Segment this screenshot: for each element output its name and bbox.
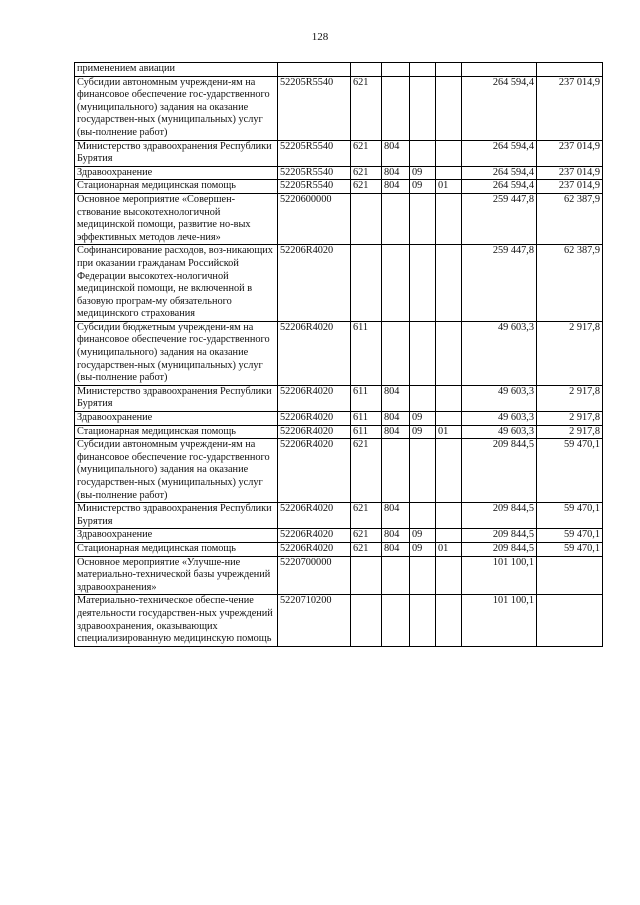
- administrator-cell: 804: [382, 425, 410, 439]
- expense-type-cell: 611: [351, 385, 382, 411]
- amount-year2-cell: 59 470,1: [537, 439, 603, 503]
- section-cell: [410, 439, 436, 503]
- table-row: [75, 166, 603, 180]
- administrator-cell: [382, 245, 410, 322]
- amount-year1-cell: [462, 63, 537, 77]
- row-name-cell: Стационарная медицинская помощь: [75, 542, 278, 556]
- section-cell: 09: [410, 166, 436, 180]
- table-row: [75, 439, 603, 503]
- subsection-cell: 01: [436, 180, 462, 194]
- table-row: [75, 556, 603, 595]
- section-cell: [410, 385, 436, 411]
- section-cell: 09: [410, 180, 436, 194]
- amount-year2-cell: 2 917,8: [537, 385, 603, 411]
- expense-type-cell: 611: [351, 425, 382, 439]
- target-article-cell: 52206R4020: [278, 542, 351, 556]
- table-row: [75, 76, 603, 140]
- table-row: [75, 425, 603, 439]
- target-article-cell: 52206R4020: [278, 529, 351, 543]
- subsection-cell: [436, 412, 462, 426]
- expense-type-cell: 611: [351, 412, 382, 426]
- subsection-cell: [436, 140, 462, 166]
- row-name-cell: Здравоохранение: [75, 529, 278, 543]
- row-name-cell: Стационарная медицинская помощь: [75, 180, 278, 194]
- expense-type-cell: 621: [351, 439, 382, 503]
- row-name-cell: Стационарная медицинская помощь: [75, 425, 278, 439]
- target-article-cell: 52205R5540: [278, 180, 351, 194]
- amount-year1-cell: 264 594,4: [462, 76, 537, 140]
- row-name-cell: Основное мероприятие «Улучше-ние материально-технической базы учреждений здравоохранения»: [75, 556, 278, 595]
- table-row: [75, 529, 603, 543]
- target-article-cell: 52206R4020: [278, 503, 351, 529]
- table-row: [75, 412, 603, 426]
- subsection-cell: [436, 321, 462, 385]
- administrator-cell: [382, 321, 410, 385]
- amount-year2-cell: [537, 63, 603, 77]
- expense-type-cell: 621: [351, 140, 382, 166]
- row-name-cell: Основное мероприятие «Совершен-ствование высокотехнологичной медицинской помощи, развитие но-вых эффективных методов лече-ния»: [75, 193, 278, 244]
- target-article-cell: 52206R4020: [278, 385, 351, 411]
- subsection-cell: 01: [436, 542, 462, 556]
- target-article-cell: 5220710200: [278, 595, 351, 646]
- subsection-cell: [436, 556, 462, 595]
- amount-year2-cell: 59 470,1: [537, 503, 603, 529]
- table-row: [75, 542, 603, 556]
- target-article-cell: 52206R4020: [278, 245, 351, 322]
- row-name-cell: Здравоохранение: [75, 412, 278, 426]
- administrator-cell: 804: [382, 542, 410, 556]
- administrator-cell: [382, 63, 410, 77]
- subsection-cell: [436, 529, 462, 543]
- subsection-cell: [436, 166, 462, 180]
- administrator-cell: [382, 439, 410, 503]
- expense-type-cell: [351, 193, 382, 244]
- table-row: [75, 140, 603, 166]
- subsection-cell: 01: [436, 425, 462, 439]
- row-name-cell: Министерство здравоохранения Республики Бурятия: [75, 140, 278, 166]
- table-row: [75, 63, 603, 77]
- administrator-cell: [382, 193, 410, 244]
- amount-year1-cell: 209 844,5: [462, 529, 537, 543]
- administrator-cell: 804: [382, 385, 410, 411]
- section-cell: [410, 193, 436, 244]
- amount-year2-cell: 2 917,8: [537, 425, 603, 439]
- administrator-cell: [382, 556, 410, 595]
- section-cell: 09: [410, 412, 436, 426]
- amount-year1-cell: 264 594,4: [462, 180, 537, 194]
- section-cell: [410, 245, 436, 322]
- page-number: 128: [311, 31, 329, 43]
- expense-type-cell: 621: [351, 529, 382, 543]
- expense-type-cell: [351, 556, 382, 595]
- amount-year2-cell: 237 014,9: [537, 76, 603, 140]
- amount-year2-cell: 2 917,8: [537, 321, 603, 385]
- amount-year2-cell: 237 014,9: [537, 140, 603, 166]
- amount-year1-cell: 49 603,3: [462, 425, 537, 439]
- table-row: [75, 595, 603, 646]
- section-cell: [410, 140, 436, 166]
- target-article-cell: [278, 63, 351, 77]
- amount-year2-cell: 59 470,1: [537, 529, 603, 543]
- amount-year2-cell: [537, 556, 603, 595]
- amount-year1-cell: 49 603,3: [462, 412, 537, 426]
- row-name-cell: Софинансирование расходов, воз-никающих при оказании гражданам Российской Федерации высокотех-нологичной медицинской помощи, не включенной в базовую програм-му обязательного медицинского страхования: [75, 245, 278, 322]
- administrator-cell: 804: [382, 166, 410, 180]
- row-name-cell: применением авиации: [75, 63, 278, 77]
- row-name-cell: Субсидии бюджетным учреждени-ям на финансовое обеспечение гос-ударственного (муниципального) задания на оказание государствен-ных (муниципальных) услуг (вы-полнение работ): [75, 321, 278, 385]
- amount-year1-cell: 259 447,8: [462, 193, 537, 244]
- administrator-cell: 804: [382, 503, 410, 529]
- amount-year2-cell: [537, 595, 603, 646]
- amount-year2-cell: 2 917,8: [537, 412, 603, 426]
- section-cell: [410, 76, 436, 140]
- expense-type-cell: 621: [351, 542, 382, 556]
- section-cell: [410, 595, 436, 646]
- subsection-cell: [436, 385, 462, 411]
- target-article-cell: 52206R4020: [278, 439, 351, 503]
- subsection-cell: [436, 503, 462, 529]
- subsection-cell: [436, 439, 462, 503]
- table-row: [75, 245, 603, 322]
- subsection-cell: [436, 63, 462, 77]
- row-name-cell: Министерство здравоохранения Республики Бурятия: [75, 503, 278, 529]
- row-name-cell: Министерство здравоохранения Республики Бурятия: [75, 385, 278, 411]
- section-cell: 09: [410, 425, 436, 439]
- table-row: [75, 180, 603, 194]
- section-cell: [410, 321, 436, 385]
- amount-year2-cell: 62 387,9: [537, 193, 603, 244]
- budget-table: [74, 62, 603, 647]
- amount-year2-cell: 59 470,1: [537, 542, 603, 556]
- expense-type-cell: [351, 63, 382, 77]
- table-row: [75, 193, 603, 244]
- target-article-cell: 5220600000: [278, 193, 351, 244]
- expense-type-cell: 611: [351, 321, 382, 385]
- subsection-cell: [436, 76, 462, 140]
- amount-year1-cell: 259 447,8: [462, 245, 537, 322]
- amount-year1-cell: 209 844,5: [462, 542, 537, 556]
- expense-type-cell: 621: [351, 503, 382, 529]
- amount-year1-cell: 209 844,5: [462, 439, 537, 503]
- expense-type-cell: 621: [351, 180, 382, 194]
- target-article-cell: 52206R4020: [278, 321, 351, 385]
- target-article-cell: 52206R4020: [278, 425, 351, 439]
- amount-year1-cell: 101 100,1: [462, 556, 537, 595]
- table-row: [75, 385, 603, 411]
- section-cell: 09: [410, 529, 436, 543]
- administrator-cell: [382, 595, 410, 646]
- target-article-cell: 52206R4020: [278, 412, 351, 426]
- subsection-cell: [436, 245, 462, 322]
- amount-year2-cell: 237 014,9: [537, 180, 603, 194]
- row-name-cell: Материально-техническое обеспе-чение деятельности государствен-ных учреждений здравоохранения, оказывающих специализированную медицинскую помощь: [75, 595, 278, 646]
- administrator-cell: 804: [382, 180, 410, 194]
- expense-type-cell: [351, 245, 382, 322]
- section-cell: [410, 503, 436, 529]
- table-row: [75, 503, 603, 529]
- target-article-cell: 5220700000: [278, 556, 351, 595]
- row-name-cell: Здравоохранение: [75, 166, 278, 180]
- target-article-cell: 52205R5540: [278, 140, 351, 166]
- subsection-cell: [436, 595, 462, 646]
- amount-year1-cell: 49 603,3: [462, 321, 537, 385]
- amount-year2-cell: 237 014,9: [537, 166, 603, 180]
- expense-type-cell: 621: [351, 76, 382, 140]
- administrator-cell: 804: [382, 140, 410, 166]
- subsection-cell: [436, 193, 462, 244]
- administrator-cell: 804: [382, 529, 410, 543]
- amount-year1-cell: 264 594,4: [462, 166, 537, 180]
- expense-type-cell: 621: [351, 166, 382, 180]
- expense-type-cell: [351, 595, 382, 646]
- section-cell: 09: [410, 542, 436, 556]
- amount-year1-cell: 49 603,3: [462, 385, 537, 411]
- section-cell: [410, 556, 436, 595]
- target-article-cell: 52205R5540: [278, 76, 351, 140]
- amount-year1-cell: 264 594,4: [462, 140, 537, 166]
- amount-year1-cell: 209 844,5: [462, 503, 537, 529]
- row-name-cell: Субсидии автономным учреждени-ям на финансовое обеспечение гос-ударственного (муниципального) задания на оказание государствен-ных (муниципальных) услуг (вы-полнение работ): [75, 439, 278, 503]
- amount-year2-cell: 62 387,9: [537, 245, 603, 322]
- administrator-cell: [382, 76, 410, 140]
- row-name-cell: Субсидии автономным учреждени-ям на финансовое обеспечение гос-ударственного (муниципального) задания на оказание государствен-ных (муниципальных) услуг (вы-полнение работ): [75, 76, 278, 140]
- administrator-cell: 804: [382, 412, 410, 426]
- section-cell: [410, 63, 436, 77]
- amount-year1-cell: 101 100,1: [462, 595, 537, 646]
- target-article-cell: 52205R5540: [278, 166, 351, 180]
- table-row: [75, 321, 603, 385]
